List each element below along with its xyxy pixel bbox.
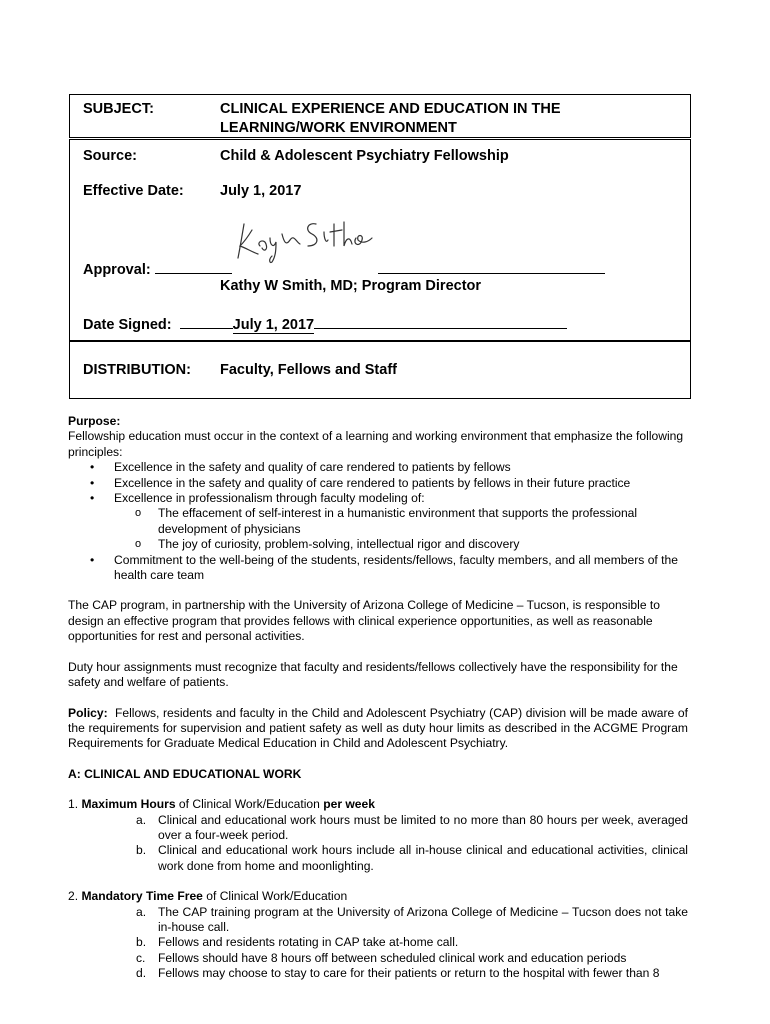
date-signed-underline-left [180, 314, 233, 329]
list-item: • Excellence in the safety and quality of care rendered to patients by fellows [90, 460, 511, 475]
approval-box [69, 139, 691, 341]
distribution-value: Faculty, Fellows and Staff [220, 362, 397, 378]
purpose-intro: Fellowship education must occur in the context of a learning and working environment that emphasize the following principles: [68, 429, 684, 459]
item-1-heading: 1. Maximum Hours of Clinical Work/Education per week [68, 797, 375, 812]
subject-box [69, 94, 691, 138]
list-item: • Excellence in the safety and quality of care rendered to patients by fellows in their future practice [90, 475, 631, 490]
sub-list-item: o The effacement of self-interest in a humanistic environment that supports the professional development of physicians [135, 506, 638, 536]
effective-date-label: Effective Date: [83, 183, 184, 199]
list-item: a. The CAP training program at the University of Arizona College of Medicine – Tucson does not take in-house call. [136, 904, 688, 934]
list-item: • Excellence in professionalism through faculty modeling of: [90, 491, 425, 506]
distribution-label: DISTRIBUTION: [83, 362, 191, 378]
subject-label: SUBJECT: [83, 101, 154, 117]
subject-line-2: LEARNING/WORK ENVIRONMENT [220, 120, 457, 136]
section-a-heading: A: CLINICAL AND EDUCATIONAL WORK [68, 766, 302, 781]
policy-text: Fellows, residents and faculty in the Child and Adolescent Psychiatry (CAP) division will be made aware of the requirements for supervision and patient safety as well as duty hour limits as described in the ACGME Program Requirements for Graduate Medical Education in Child and Adolescent Psychiatry. [68, 705, 688, 751]
signature-underline [378, 259, 605, 274]
list-item: b. Clinical and educational work hours include all in-house clinical and educational activities, clinical work done from home and moonlighting. [136, 843, 688, 873]
sub-list-item: o The joy of curiosity, problem-solving, intellectual rigor and discovery [135, 537, 520, 552]
distribution-box [69, 341, 691, 399]
approval-underline [155, 259, 232, 274]
document-body [68, 414, 688, 982]
purpose-bullets [68, 460, 688, 583]
source-value: Child & Adolescent Psychiatry Fellowship [220, 148, 509, 164]
item-2-heading: 2. Mandatory Time Free of Clinical Work/Education [68, 889, 348, 904]
list-item: b. Fellows and residents rotating in CAP take at-home call. [136, 935, 459, 950]
policy-paragraph [68, 706, 688, 752]
subject-line-1: CLINICAL EXPERIENCE AND EDUCATION IN THE [220, 101, 561, 117]
purpose-heading: Purpose: [68, 414, 121, 428]
subject-title [220, 100, 561, 138]
list-item: a. Clinical and educational work hours must be limited to no more than 80 hours per week, averaged over a four-week period. [136, 812, 688, 842]
duty-paragraph: Duty hour assignments must recognize that faculty and residents/fellows collectively have the responsibility for the safety and welfare of patients. [68, 659, 678, 690]
list-item: • Commitment to the well-being of the students, residents/fellows, faculty members, and all members of the health care team [90, 552, 678, 583]
signature [230, 216, 380, 266]
source-label: Source: [83, 148, 137, 164]
date-signed-label: Date Signed: [83, 317, 172, 333]
policy-label: Policy: [68, 705, 108, 720]
list-item: d. Fellows may choose to stay to care for their patients or return to the hospital with fewer than 8 [136, 966, 660, 981]
date-signed-row [83, 314, 567, 334]
date-signed-value: July 1, 2017 [232, 317, 315, 333]
list-item: c. Fellows should have 8 hours off between scheduled clinical work and education periods [136, 950, 627, 965]
approval-label: Approval: [83, 259, 232, 278]
date-signed-underline-right [314, 314, 567, 329]
approval-name: Kathy W Smith, MD; Program Director [220, 278, 482, 294]
effective-date-value: July 1, 2017 [220, 183, 302, 199]
cap-paragraph: The CAP program, in partnership with the University of Arizona College of Medicine – Tucson, is responsible to design an effective program that provides fellows with clinical experience opportunities, as well as reasonable opportunities for rest and personal activities. [68, 598, 660, 644]
